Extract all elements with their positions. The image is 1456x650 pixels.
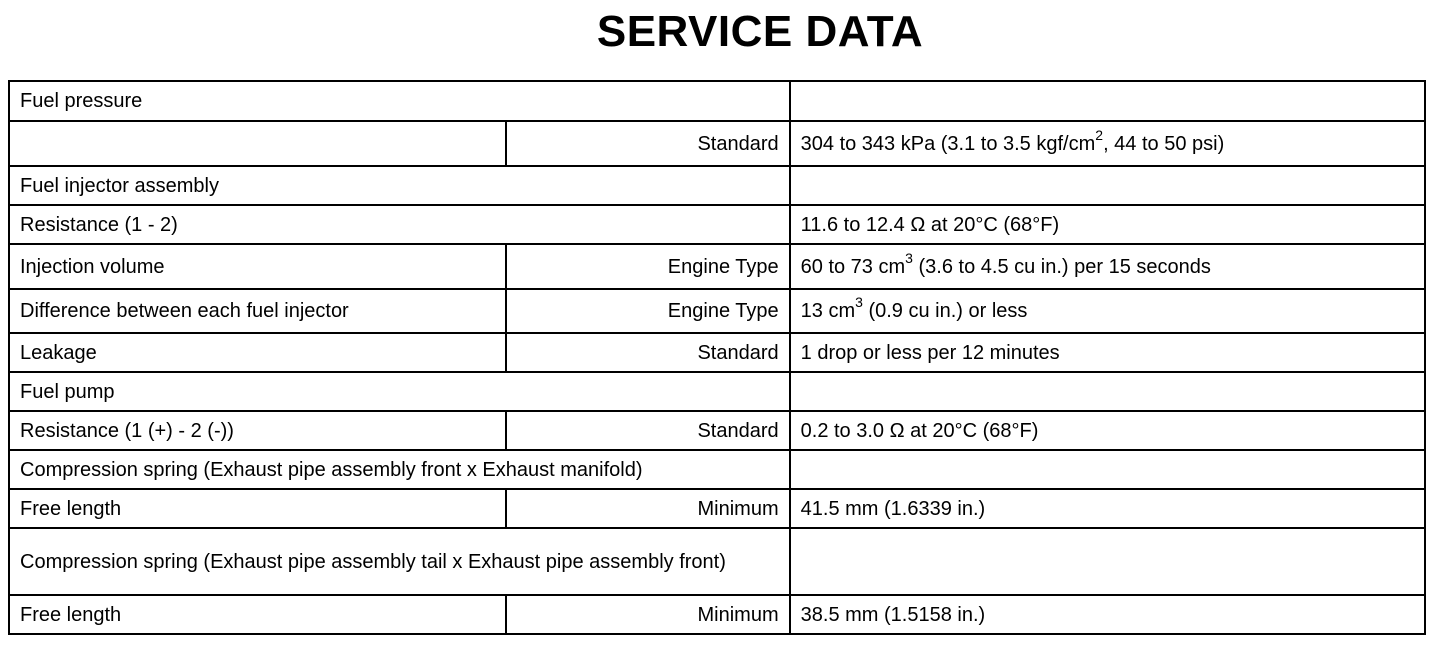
value-text: (0.9 cu in.) or less [862,300,1028,322]
table-row [9,166,1425,205]
row-label: Fuel pump [9,372,790,411]
row-label: Fuel pressure [9,81,790,121]
row-label: Resistance (1 (+) - 2 (-)) [9,411,506,450]
table-row [9,411,1425,450]
row-label: Leakage [9,333,506,372]
table-row [9,372,1425,411]
row-value [790,528,1425,595]
value-text: 13 cm [800,300,856,322]
row-value: 0.2 to 3.0 Ω at 20°C (68°F) [790,411,1425,450]
row-condition: Minimum [506,489,790,528]
row-label: Free length [9,595,506,634]
table-row [9,244,1425,289]
page-title: SERVICE DATA [596,7,924,56]
row-value: 38.5 mm (1.5158 in.) [790,595,1425,634]
value-superscript: 3 [855,294,863,311]
value-text: , 44 to 50 psi) [1103,132,1225,155]
row-label: Free length [9,489,506,528]
table-row [9,333,1425,372]
table-row [9,450,1425,489]
row-value: 11.6 to 12.4 Ω at 20°C (68°F) [790,205,1425,244]
value-text: 304 to 343 kPa (3.1 to 3.5 kgf/cm [800,132,1096,155]
row-label: Compression spring (Exhaust pipe assembly front x Exhaust manifold) [9,450,790,489]
row-value [790,289,1425,333]
row-label: Fuel injector assembly [9,166,790,205]
table-row [9,81,1425,121]
table-row [9,595,1425,634]
row-label: Resistance (1 - 2) [9,205,790,244]
table-row [9,121,1425,166]
row-label: Injection volume [9,244,506,289]
table-row [9,205,1425,244]
row-condition: Engine Type [506,244,790,289]
value-superscript: 2 [1095,126,1104,143]
row-condition: Standard [506,411,790,450]
row-value [790,81,1425,121]
row-condition: Standard [506,121,790,166]
row-value: 1 drop or less per 12 minutes [790,333,1425,372]
service-data-table [8,80,1426,635]
table-row [9,528,1425,595]
row-condition: Engine Type [506,289,790,333]
table-row [9,289,1425,333]
row-value [790,372,1425,411]
row-condition: Standard [506,333,790,372]
row-condition: Minimum [506,595,790,634]
table-row [9,489,1425,528]
row-label: Compression spring (Exhaust pipe assembly tail x Exhaust pipe assembly front) [9,528,790,595]
row-value [790,244,1425,289]
row-label: Difference between each fuel injector [9,289,506,333]
row-value [790,450,1425,489]
value-text: (3.6 to 4.5 cu in.) per 15 seconds [912,255,1211,278]
value-superscript: 3 [905,249,913,266]
row-value: 41.5 mm (1.6339 in.) [790,489,1425,528]
row-value [790,121,1425,166]
row-label [9,121,506,166]
row-value [790,166,1425,205]
value-text: 60 to 73 cm [800,255,906,278]
